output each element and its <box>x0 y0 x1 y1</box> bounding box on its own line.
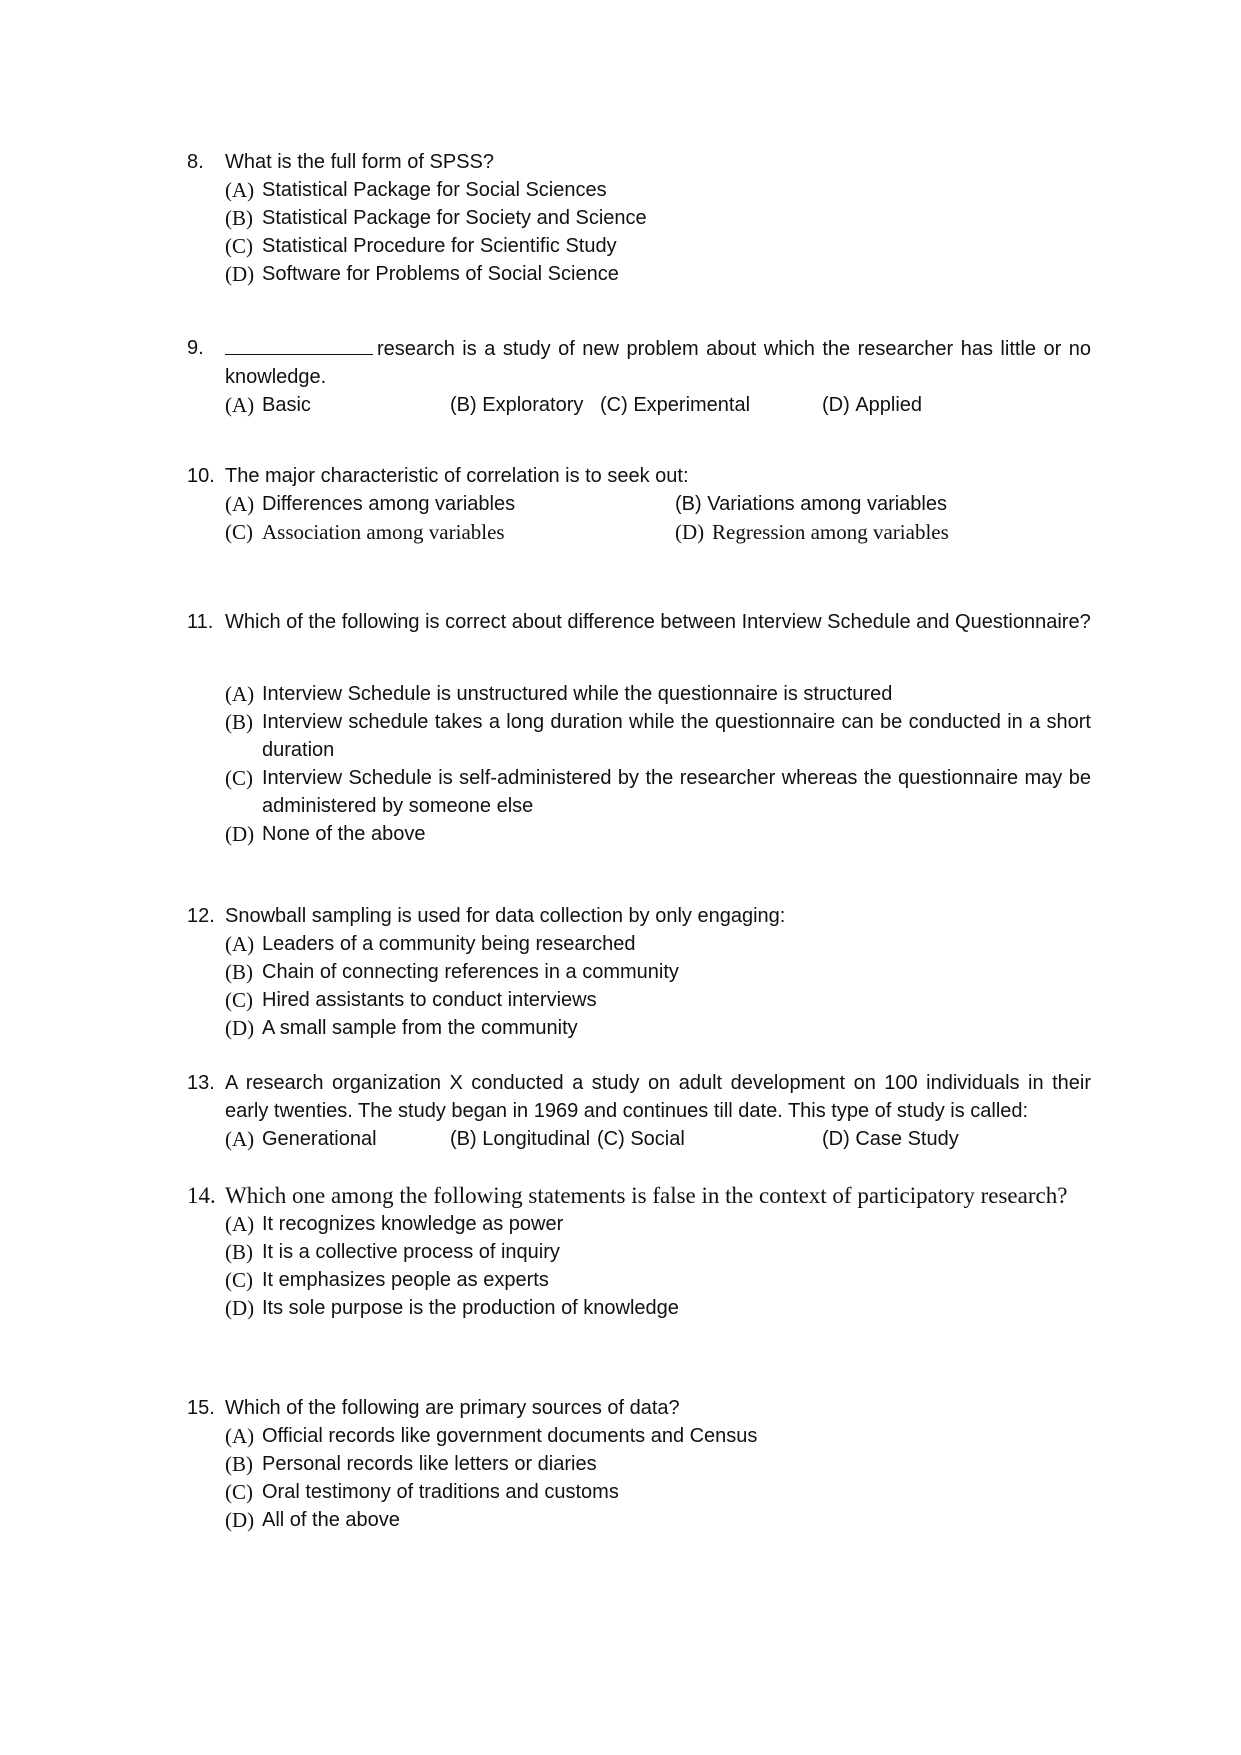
option-a <box>225 1422 1091 1450</box>
option-text: Software for Problems of Social Science <box>262 263 619 285</box>
question-14 <box>187 1182 1091 1322</box>
option-text: Interview Schedule is self-administered by the researcher whereas the questionnaire may be administered by someone else <box>262 767 1091 817</box>
option-d <box>225 1506 1091 1534</box>
options-row <box>225 391 1091 419</box>
option-d <box>822 1125 959 1153</box>
question-15 <box>187 1394 1091 1534</box>
option-label: (D) <box>225 822 255 846</box>
option-c <box>225 232 1091 260</box>
option-text: Longitudinal <box>482 1128 591 1150</box>
option-c <box>597 1125 685 1153</box>
option-d <box>225 260 1091 288</box>
option-text: Association among variables <box>262 520 505 544</box>
option-label: (C) <box>225 988 253 1012</box>
option-text: A small sample from the community <box>262 1017 578 1039</box>
option-label: (C) <box>597 1128 625 1150</box>
options-list <box>225 1210 1091 1322</box>
option-c <box>225 1478 1091 1506</box>
option-d <box>675 518 949 546</box>
question-text: Which of the following are primary sources of data? <box>225 1397 680 1419</box>
question-text: A research organization X conducted a study on adult development on 100 individuals in their early twenties. The study began in 1969 and continues till date. This type of study is called: <box>225 1072 1091 1122</box>
option-text: Differences among variables <box>262 493 516 515</box>
option-c <box>225 764 1091 820</box>
question-text: research is a study of new problem about which the researcher has little or no knowledge. <box>225 338 1091 388</box>
option-label: (D) <box>822 394 850 416</box>
question-text: Which of the following is correct about difference between Interview Schedule and Questionnaire? <box>225 611 1091 633</box>
question-text: Which one among the following statements is false in the context of participatory research? <box>225 1183 1068 1208</box>
option-text: Official records like government documents and Census <box>262 1425 758 1447</box>
option-label: (C) <box>600 394 628 416</box>
option-text: Generational <box>262 1128 377 1150</box>
options-list <box>225 1422 1091 1534</box>
option-text: Hired assistants to conduct interviews <box>262 989 597 1011</box>
option-label: (C) <box>225 1480 253 1504</box>
options-list <box>225 680 1091 848</box>
option-c <box>225 518 505 546</box>
option-label: (A) <box>225 932 255 956</box>
question-number: 12. <box>187 905 215 927</box>
question-10 <box>187 462 1091 546</box>
option-a <box>225 1125 377 1153</box>
option-text: Case Study <box>855 1128 959 1150</box>
question-text: The major characteristic of correlation is to seek out: <box>225 465 689 487</box>
option-c <box>225 986 1091 1014</box>
option-b <box>675 490 947 518</box>
option-a <box>225 1210 1091 1238</box>
option-b <box>225 958 1091 986</box>
option-text: Statistical Package for Society and Science <box>262 207 647 229</box>
option-text: Personal records like letters or diaries <box>262 1453 597 1475</box>
question-text: What is the full form of SPSS? <box>225 151 494 173</box>
option-text: Statistical Package for Social Sciences <box>262 179 607 201</box>
option-d <box>822 391 922 419</box>
option-text: Its sole purpose is the production of knowledge <box>262 1297 679 1319</box>
options-row <box>225 1125 1091 1153</box>
option-label: (C) <box>225 1268 253 1292</box>
option-text: It is a collective process of inquiry <box>262 1241 560 1263</box>
option-label: (B) <box>225 1240 253 1264</box>
question-number: 11. <box>187 611 214 633</box>
option-text: Applied <box>855 394 923 416</box>
option-text: It recognizes knowledge as power <box>262 1213 564 1235</box>
option-text: All of the above <box>262 1509 400 1531</box>
option-label: (C) <box>225 520 253 544</box>
question-8 <box>187 148 1091 288</box>
option-text: Leaders of a community being researched <box>262 933 636 955</box>
option-label: (A) <box>225 1127 255 1151</box>
question-number: 8. <box>187 151 204 173</box>
option-a <box>225 680 1091 708</box>
option-label: (B) <box>450 394 477 416</box>
option-label: (D) <box>822 1128 850 1150</box>
option-label: (B) <box>225 206 253 230</box>
option-d <box>225 1294 1091 1322</box>
option-text: Experimental <box>633 394 751 416</box>
option-label: (D) <box>225 1508 255 1532</box>
option-d <box>225 1014 1091 1042</box>
option-a <box>225 930 1091 958</box>
question-9 <box>187 334 1091 419</box>
question-text: Snowball sampling is used for data collection by only engaging: <box>225 905 786 927</box>
question-12 <box>187 902 1091 1042</box>
option-b <box>450 1125 590 1153</box>
option-text: None of the above <box>262 823 426 845</box>
question-text-wrap <box>225 334 1091 391</box>
option-text: Statistical Procedure for Scientific Study <box>262 235 617 257</box>
option-text: Basic <box>262 394 311 416</box>
option-text: Exploratory <box>482 394 584 416</box>
question-13 <box>187 1069 1091 1153</box>
option-c <box>600 391 750 419</box>
option-b <box>225 1450 1091 1478</box>
option-label: (A) <box>225 178 255 202</box>
question-number: 13. <box>187 1072 215 1094</box>
option-b <box>225 204 1091 232</box>
option-label: (B) <box>225 1452 253 1476</box>
option-text: Interview schedule takes a long duration while the questionnaire can be conducted in a short duration <box>262 711 1091 761</box>
option-label: (A) <box>225 1424 255 1448</box>
options-row <box>225 490 1091 518</box>
option-label: (B) <box>225 710 253 734</box>
options-list <box>225 176 1091 288</box>
option-text: Oral testimony of traditions and customs <box>262 1481 619 1503</box>
option-b <box>225 708 1091 764</box>
question-number: 10. <box>187 465 215 487</box>
option-text: Chain of connecting references in a community <box>262 961 679 983</box>
option-label: (D) <box>225 262 255 286</box>
option-a <box>225 176 1091 204</box>
option-a <box>225 391 311 419</box>
option-a <box>225 490 515 518</box>
option-label: (C) <box>225 766 253 790</box>
option-label: (B) <box>675 493 702 515</box>
options-row <box>225 518 1091 546</box>
option-label: (A) <box>225 393 255 417</box>
option-label: (B) <box>225 960 253 984</box>
question-number: 15. <box>187 1397 215 1419</box>
option-label: (D) <box>225 1296 255 1320</box>
options-list <box>225 930 1091 1042</box>
question-number: 9. <box>187 337 204 359</box>
option-d <box>225 820 1091 848</box>
option-text: Interview Schedule is unstructured while the questionnaire is structured <box>262 683 893 705</box>
option-text: Variations among variables <box>707 493 947 515</box>
option-text: Regression among variables <box>712 520 949 544</box>
option-label: (A) <box>225 1212 255 1236</box>
option-b <box>450 391 583 419</box>
option-label: (A) <box>225 492 255 516</box>
option-c <box>225 1266 1091 1294</box>
option-text: Social <box>630 1128 685 1150</box>
options-list <box>225 490 1091 546</box>
option-label: (C) <box>225 234 253 258</box>
option-label: (A) <box>225 682 255 706</box>
option-b <box>225 1238 1091 1266</box>
option-text: It emphasizes people as experts <box>262 1269 549 1291</box>
options-list <box>225 391 1091 419</box>
option-label: (D) <box>225 1016 255 1040</box>
answer-blank <box>225 334 373 355</box>
options-list <box>225 1125 1091 1153</box>
question-11 <box>187 608 1091 848</box>
option-label: (D) <box>675 520 705 544</box>
option-label: (B) <box>450 1128 477 1150</box>
question-number: 14. <box>187 1183 216 1208</box>
